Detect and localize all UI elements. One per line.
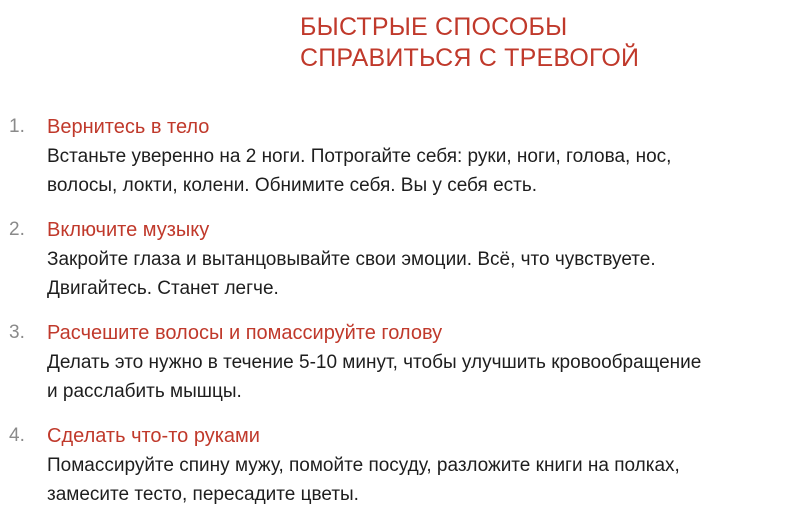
- title-line-1: БЫСТРЫЕ СПОСОБЫ: [300, 13, 568, 41]
- item-description: [47, 245, 800, 303]
- item-description-line: Встаньте уверенно на 2 ноги. Потрогайте себя: руки, ноги, голова, нос,: [47, 146, 672, 167]
- item-number: 1.: [9, 116, 25, 137]
- page-title: [300, 12, 639, 74]
- item-description: [47, 451, 800, 509]
- item-description-line: волосы, локти, колени. Обнимите себя. Вы у себя есть.: [47, 175, 538, 196]
- item-description: [47, 142, 800, 200]
- item-description-line: замесите тесто, пересадите цветы.: [47, 484, 359, 505]
- title-line-2: СПРАВИТЬСЯ С ТРЕВОГОЙ: [300, 44, 640, 72]
- item-heading: Расчешите волосы и помассируйте голову: [47, 322, 443, 344]
- item-number: 2.: [9, 219, 25, 240]
- list-item: [0, 111, 800, 214]
- item-description-line: Помассируйте спину мужу, помойте посуду, разложите книги на полках,: [47, 455, 680, 476]
- item-number: 3.: [9, 322, 25, 343]
- item-description-line: Двигайтесь. Станет легче.: [47, 278, 279, 299]
- list-item: [0, 317, 800, 420]
- item-description: [47, 348, 800, 406]
- list-item: [0, 214, 800, 317]
- item-heading: Сделать что-то руками: [47, 425, 260, 447]
- item-number: 4.: [9, 425, 25, 446]
- list-item: [0, 420, 800, 523]
- item-description-line: Делать это нужно в течение 5-10 минут, чтобы улучшить кровообращение: [47, 352, 702, 373]
- item-description-line: Закройте глаза и вытанцовывайте свои эмоции. Всё, что чувствуете.: [47, 249, 656, 270]
- item-heading: Вернитесь в тело: [47, 116, 210, 138]
- tips-list: [0, 111, 800, 523]
- item-heading: Включите музыку: [47, 219, 210, 241]
- item-description-line: и расслабить мышцы.: [47, 381, 242, 402]
